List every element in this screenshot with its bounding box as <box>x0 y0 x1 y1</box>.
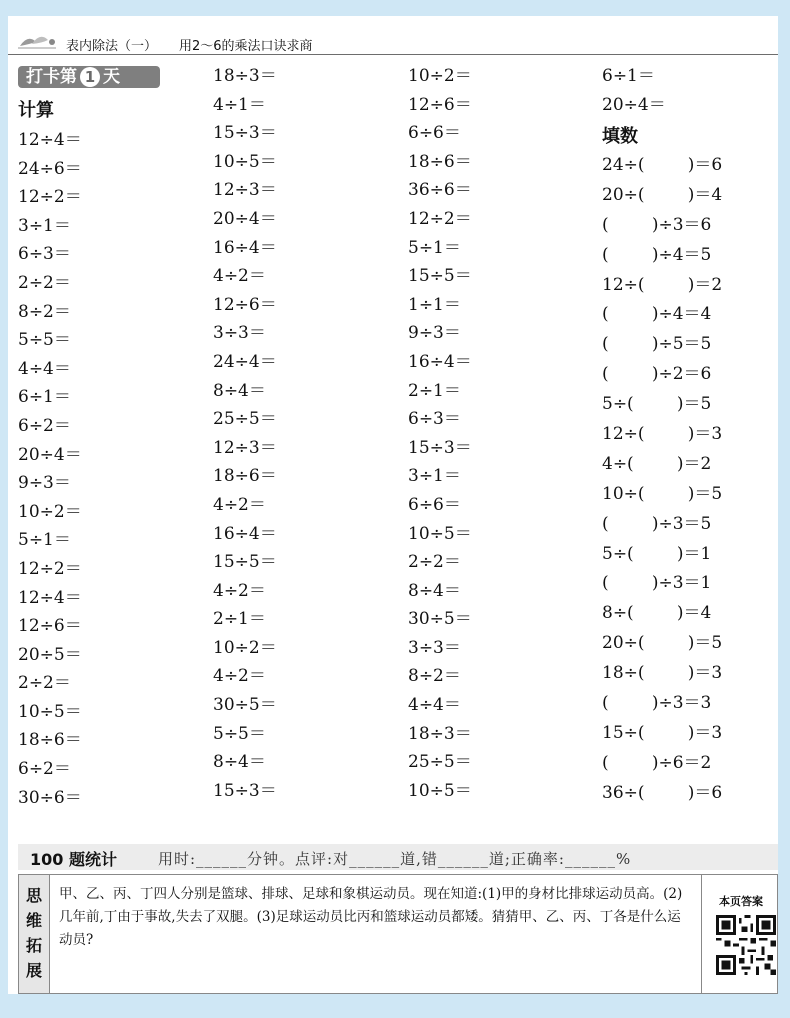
fill-in-problem: ( )÷3＝6 <box>602 214 712 235</box>
math-problem: 3÷3＝ <box>408 637 461 658</box>
math-problem: 2÷1＝ <box>408 380 461 401</box>
stats-bar <box>18 844 778 870</box>
day-badge <box>18 66 160 88</box>
fill-in-problem: 4÷( )＝2 <box>602 453 712 474</box>
fill-in-problem: ( )÷3＝1 <box>602 573 712 594</box>
math-problem: 12÷6＝ <box>213 294 277 315</box>
math-problem: 10÷2＝ <box>18 501 82 522</box>
math-problem: 9÷3＝ <box>18 473 71 494</box>
fill-in-problem: ( )÷6＝2 <box>602 752 712 773</box>
math-problem: 18÷6＝ <box>213 466 277 487</box>
math-problem: 8÷2＝ <box>18 301 71 322</box>
math-problem: 12÷4＝ <box>18 130 82 150</box>
math-problem: 15÷5＝ <box>213 552 277 573</box>
math-problem: 8÷2＝ <box>408 666 461 687</box>
answer-qr-box <box>701 875 778 993</box>
math-problem: 9÷3＝ <box>408 323 461 344</box>
math-problem: 6÷1＝ <box>18 387 71 408</box>
math-problem: 20÷5＝ <box>18 644 82 665</box>
problem-column-3 <box>408 62 472 805</box>
math-problem: 20÷4＝ <box>602 94 666 115</box>
problem-column-1 <box>18 126 82 812</box>
math-problem: 3÷1＝ <box>408 466 461 487</box>
problem-column-4 <box>602 62 666 119</box>
math-problem: 4÷2＝ <box>213 666 266 687</box>
math-problem: 5÷5＝ <box>213 723 266 744</box>
stats-line: 用时:______分钟。点评:对______道,错______道;正确率:______% <box>158 850 632 868</box>
math-problem: 15÷3＝ <box>213 123 277 144</box>
problem-column-2 <box>213 62 277 805</box>
fill-in-problem: 15÷( )＝3 <box>602 722 723 743</box>
math-problem: 20÷4＝ <box>213 208 277 229</box>
math-problem: 10÷5＝ <box>18 701 82 722</box>
qr-label: 本页答案 <box>719 895 763 908</box>
header-title <box>66 35 313 54</box>
math-problem: 12÷3＝ <box>213 437 277 458</box>
math-problem: 1÷1＝ <box>408 294 461 315</box>
side-char: 拓 <box>25 936 42 955</box>
extension-box <box>18 874 778 994</box>
fill-in-problem: 20÷( )＝5 <box>602 633 723 654</box>
math-problem: 15÷3＝ <box>408 437 472 458</box>
stats-label: 100 题统计 <box>30 850 117 869</box>
fill-in-list <box>602 151 778 809</box>
fill-in-problem: 24÷( )＝6 <box>602 155 723 175</box>
fill-in-problem: ( )÷4＝4 <box>602 304 712 325</box>
decorative-leaf-icon <box>18 30 56 50</box>
math-problem: 10÷5＝ <box>408 523 472 544</box>
side-char: 展 <box>25 961 42 980</box>
fill-in-problem: 5÷( )＝5 <box>602 394 712 415</box>
math-problem: 15÷5＝ <box>408 266 472 287</box>
math-problem: 24÷6＝ <box>18 158 82 179</box>
math-problem: 4÷2＝ <box>213 494 266 515</box>
fill-in-problem: ( )÷3＝5 <box>602 513 712 534</box>
math-problem: 6÷1＝ <box>602 66 655 86</box>
math-problem: 6÷3＝ <box>18 244 71 265</box>
math-problem: 30÷5＝ <box>213 695 277 716</box>
math-problem: 3÷3＝ <box>213 323 266 344</box>
math-problem: 10÷2＝ <box>408 66 472 86</box>
fill-in-problem: 5÷( )＝1 <box>602 543 712 564</box>
badge-day-number: 1 <box>80 67 100 87</box>
fill-in-problem: ( )÷5＝5 <box>602 334 712 355</box>
math-problem: 12÷3＝ <box>213 180 277 201</box>
chapter-subtitle: 用2～6的乘法口诀求商 <box>179 39 313 54</box>
page-header <box>8 16 778 55</box>
fill-in-problem: ( )÷3＝3 <box>602 693 712 714</box>
math-problem: 12÷2＝ <box>18 558 82 579</box>
fill-in-problem: 10÷( )＝5 <box>602 483 723 504</box>
math-problem: 30÷6＝ <box>18 787 82 808</box>
math-problem: 5÷5＝ <box>18 330 71 351</box>
math-problem: 6÷3＝ <box>408 409 461 430</box>
math-problem: 2÷2＝ <box>18 673 71 694</box>
math-problem: 2÷1＝ <box>213 609 266 630</box>
math-problem: 12÷6＝ <box>408 94 472 115</box>
fill-in-problem: 20÷( )＝4 <box>602 184 723 205</box>
math-problem: 12÷2＝ <box>408 208 472 229</box>
math-problem: 5÷1＝ <box>18 530 71 551</box>
calc-heading: 计算 <box>18 100 54 121</box>
fill-in-problem: ( )÷2＝6 <box>602 364 712 385</box>
math-problem: 4÷2＝ <box>213 580 266 601</box>
math-problem: 8÷4＝ <box>213 380 266 401</box>
math-problem: 20÷4＝ <box>18 444 82 465</box>
math-problem: 6÷6＝ <box>408 123 461 144</box>
fill-heading: 填数 <box>602 126 638 147</box>
worksheet-page <box>8 16 778 994</box>
math-problem: 4÷2＝ <box>213 266 266 287</box>
math-problem: 10÷5＝ <box>213 151 277 172</box>
math-problem: 4÷4＝ <box>408 695 461 716</box>
math-problem: 12÷4＝ <box>18 587 82 608</box>
math-problem: 6÷2＝ <box>18 759 71 780</box>
math-problem: 18÷3＝ <box>213 66 277 86</box>
extension-question: 甲、乙、丙、丁四人分别是篮球、排球、足球和象棋运动员。现在知道:(1)甲的身材比排球运动员高。(2)几年前,丁由于事故,失去了双腿。(3)足球运动员比丙和篮球运动员都矮。猜猜甲、乙、丙、丁各是什么运动员? <box>59 886 683 948</box>
fill-in-problem: 12÷( )＝2 <box>602 274 723 295</box>
math-problem: 15÷3＝ <box>213 780 277 801</box>
fill-in-problem: 36÷( )＝6 <box>602 782 723 803</box>
math-problem: 18÷6＝ <box>408 151 472 172</box>
chapter-title: 表内除法（一） <box>66 39 158 54</box>
math-problem: 25÷5＝ <box>213 409 277 430</box>
math-problem: 2÷2＝ <box>18 272 71 293</box>
fill-in-problem: 12÷( )＝3 <box>602 424 723 445</box>
side-char: 维 <box>25 911 42 930</box>
math-problem: 30÷5＝ <box>408 609 472 630</box>
extension-side-label <box>19 875 50 993</box>
math-problem: 3÷1＝ <box>18 215 71 236</box>
math-problem: 6÷2＝ <box>18 415 71 436</box>
math-problem: 6÷6＝ <box>408 494 461 515</box>
badge-prefix: 打卡第 <box>26 67 77 87</box>
math-problem: 4÷4＝ <box>18 358 71 379</box>
math-problem: 18÷3＝ <box>408 723 472 744</box>
math-problem: 24÷4＝ <box>213 351 277 372</box>
math-problem: 2÷2＝ <box>408 552 461 573</box>
math-problem: 12÷6＝ <box>18 616 82 637</box>
math-problem: 8÷4＝ <box>213 752 266 773</box>
fill-in-problem: ( )÷4＝5 <box>602 244 712 265</box>
fill-in-problem: 8÷( )＝4 <box>602 603 712 624</box>
math-problem: 16÷4＝ <box>213 523 277 544</box>
math-problem: 36÷6＝ <box>408 180 472 201</box>
fill-in-problem: 18÷( )＝3 <box>602 663 723 684</box>
badge-suffix: 天 <box>103 67 120 87</box>
math-problem: 25÷5＝ <box>408 752 472 773</box>
math-problem: 4÷1＝ <box>213 94 266 115</box>
math-problem: 12÷2＝ <box>18 187 82 208</box>
math-problem: 10÷2＝ <box>213 637 277 658</box>
math-problem: 16÷4＝ <box>408 351 472 372</box>
math-problem: 16÷4＝ <box>213 237 277 258</box>
side-char: 思 <box>25 886 42 905</box>
math-problem: 8÷4＝ <box>408 580 461 601</box>
math-problem: 5÷1＝ <box>408 237 461 258</box>
math-problem: 10÷5＝ <box>408 780 472 801</box>
qr-code-icon[interactable] <box>716 915 776 975</box>
math-problem: 18÷6＝ <box>18 730 82 751</box>
